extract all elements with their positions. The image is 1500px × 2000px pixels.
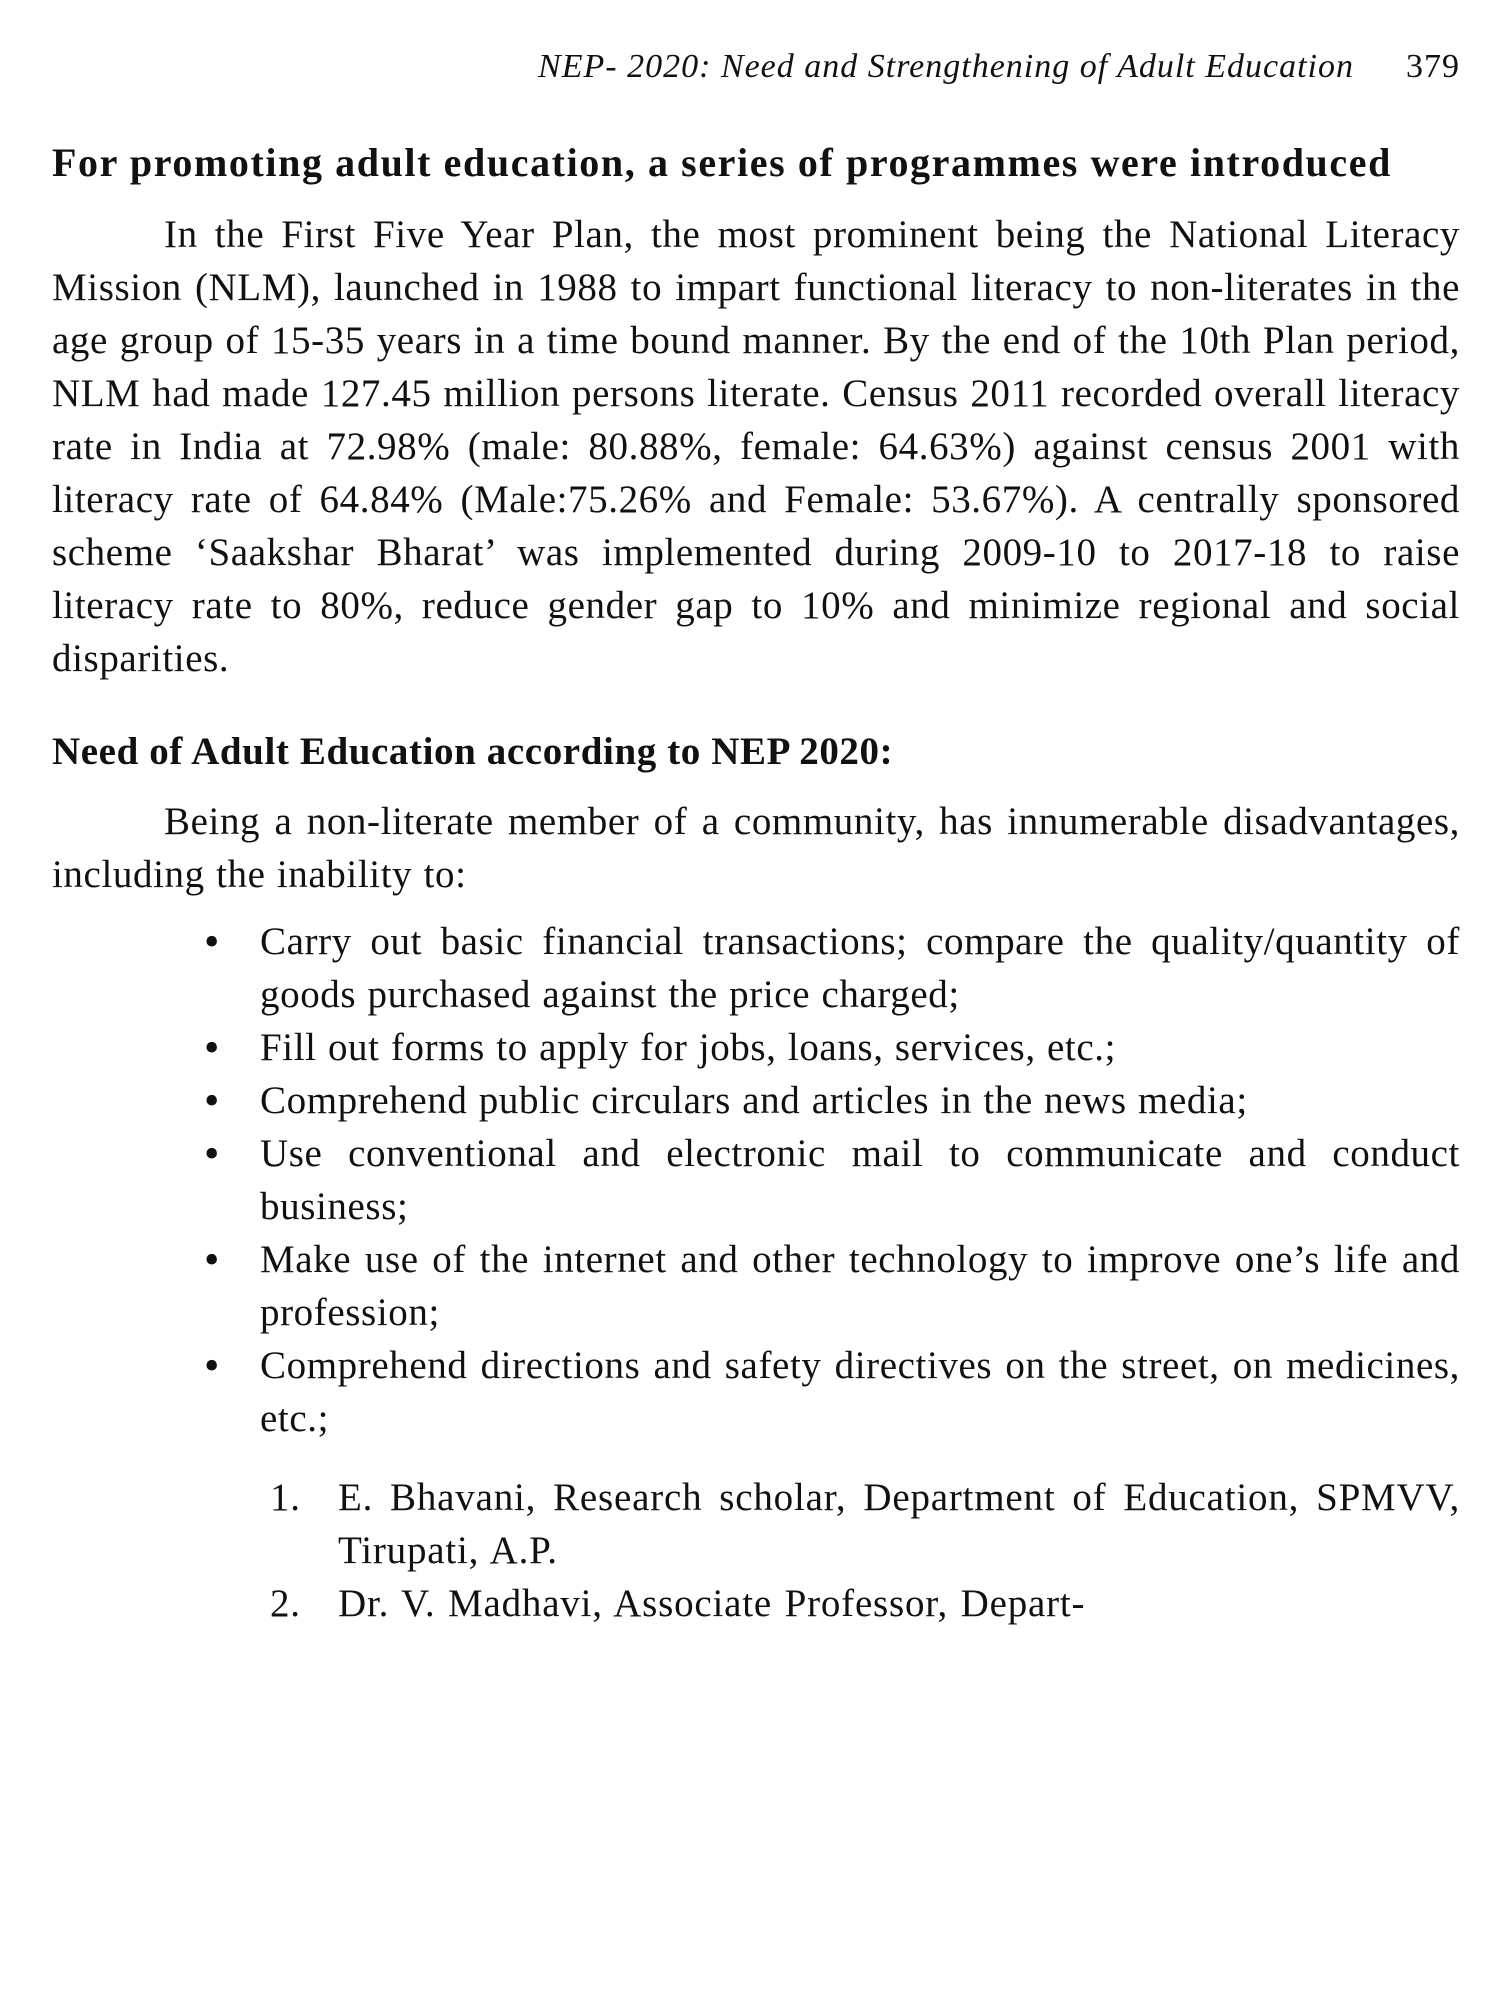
list-item: • Comprehend public circulars and articles in the news media; — [52, 1074, 1460, 1127]
footnote-1 — [52, 1471, 1460, 1577]
footnote-number: 1. — [270, 1476, 301, 1519]
section-heading-programmes: For promoting adult education, a series of programmes were introduced — [52, 140, 1392, 185]
page-body — [52, 136, 1460, 1630]
running-header — [290, 48, 1460, 96]
list-item: • Fill out forms to apply for jobs, loans, services, etc.; — [52, 1021, 1460, 1074]
paragraph-nlm: In the First Five Year Plan, the most prominent being the National Literacy Mission (NLM), launched in 1988 to impart functional literacy to non-literates in the age group of 15-35 years in a time bound manner. By the end of the 10th Plan period, NLM had made 127.45 million persons literate. Census 2011 recorded overall literacy rate in India at 72.98% (male: 80.88%, female: 64.63%) against census 2001 with literacy rate of 64.84% (Male:75.26% and Female: 53.67%). A centrally sponsored scheme ‘Saakshar Bharat’ was implemented during 2009-10 to 2017-18 to raise literacy rate to 80%, reduce gender gap to 10% and minimize regional and social disparities. — [52, 213, 1460, 680]
footnote-text: Dr. V. Madhavi, Associate Professor, Depart- — [338, 1582, 1086, 1625]
paragraph-intro: Being a non-literate member of a community, has innumerable disadvantages, including the inability to: — [52, 800, 1460, 896]
list-item: • Carry out basic financial transactions; compare the quality/quantity of goods purchased against the price charged; — [52, 915, 1460, 1021]
author-footnotes — [52, 1471, 1460, 1630]
footnote-2 — [52, 1577, 1460, 1630]
list-item: • Make use of the internet and other technology to improve one’s life and profession; — [52, 1233, 1460, 1339]
running-title: NEP- 2020: Need and Strengthening of Adult Education — [538, 48, 1354, 85]
list-item: • Use conventional and electronic mail to communicate and conduct business; — [52, 1127, 1460, 1233]
footnote-text: E. Bhavani, Research scholar, Department of Education, SPMVV, Tirupati, A.P. — [338, 1476, 1460, 1572]
disadvantages-list — [52, 915, 1460, 1445]
footnote-number: 2. — [270, 1582, 301, 1625]
section-heading-need: Need of Adult Education according to NEP 2020: — [52, 730, 894, 773]
page-number: 379 — [1406, 48, 1460, 85]
list-item: • Comprehend directions and safety directives on the street, on medicines, etc.; — [52, 1339, 1460, 1445]
